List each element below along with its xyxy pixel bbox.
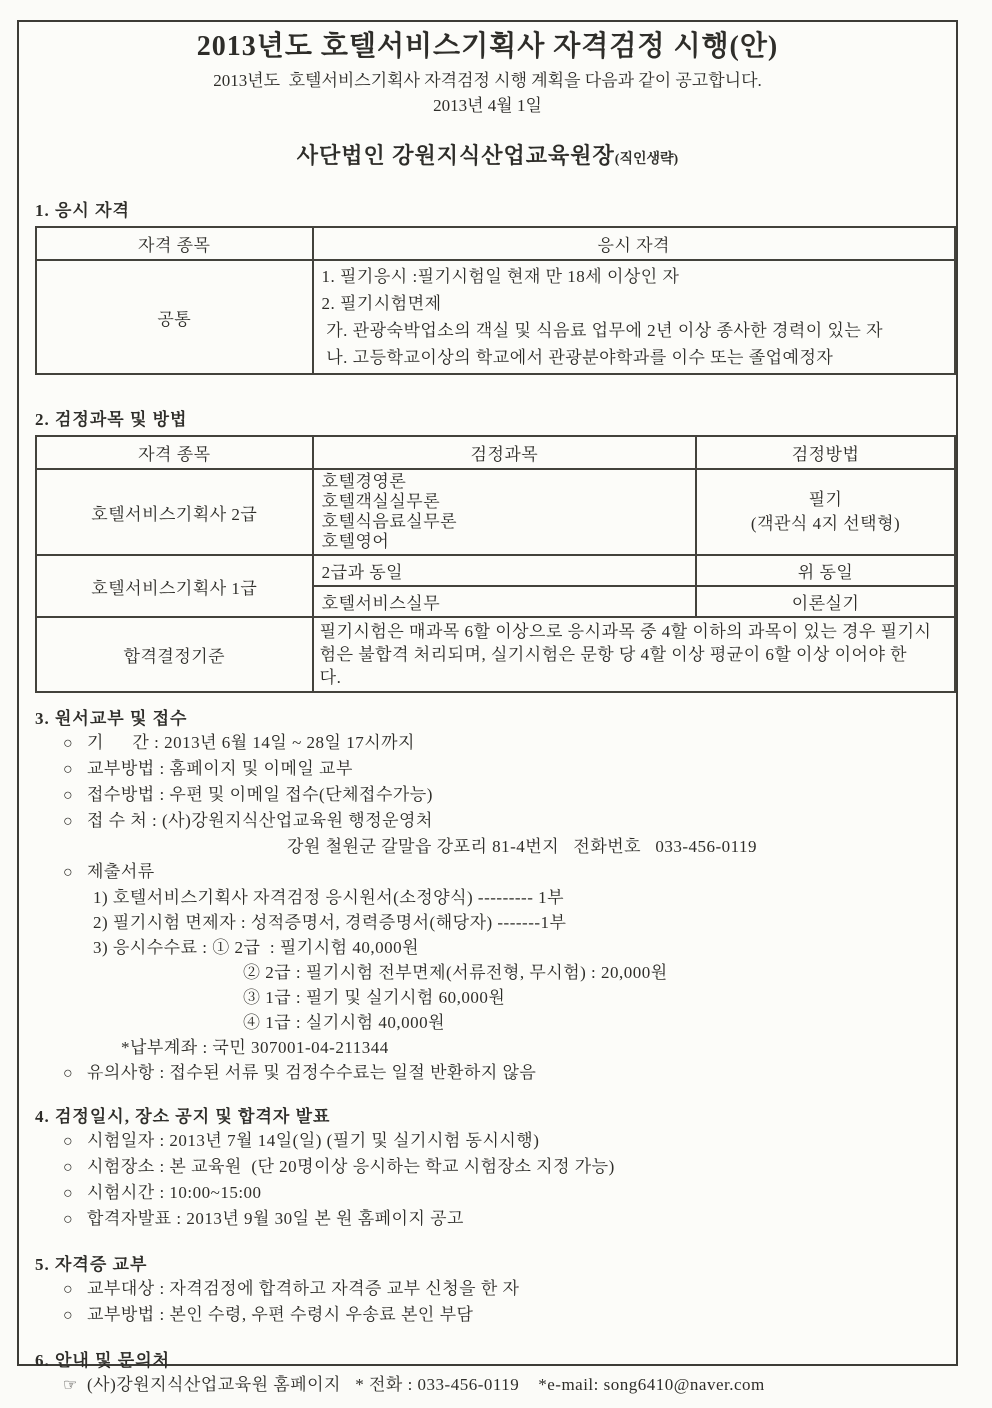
list-item [35, 756, 940, 782]
col-header-subjects: 검정과목 [313, 436, 696, 469]
list-item [35, 1276, 940, 1302]
list-item [35, 1128, 940, 1154]
circle-bullet-icon: ○ [63, 1281, 74, 1298]
cell-level1-method-a: 위 동일 [696, 555, 955, 586]
list-item-text: ② 2급 : 필기시험 전부면제(서류전형, 무시험) : 20,000원 [243, 963, 668, 982]
list-item-text: 3) 응시수수료 : ① 2급 : 필기시험 40,000원 [93, 938, 419, 957]
list-item-text: 강원 철원군 갈말읍 강포리 81-4번지 전화번호 033-456-0119 [287, 837, 758, 856]
circle-bullet-icon: ○ [63, 1185, 74, 1202]
criteria-line: 다. [319, 668, 342, 687]
table-row-criteria [36, 617, 955, 692]
criteria-line: 험은 불합격 처리되며, 실기시험은 문항 당 4할 이상 평균이 6할 이상 이어야 한 [319, 645, 908, 664]
section-2-heading: 2. 검정과목 및 방법 [35, 410, 188, 429]
circle-bullet-icon: ○ [63, 1065, 74, 1082]
issuer-note: (직인생략) [614, 152, 679, 167]
cell-criteria-label: 합격결정기준 [36, 617, 313, 692]
scanned-document-page [17, 20, 958, 1394]
cell-level1-subject-a: 2급과 동일 [313, 555, 696, 586]
criteria-line: 필기시험은 매과목 6할 이상으로 응시과목 중 4할 이하의 과목이 있는 경우 필기시 [319, 622, 932, 641]
table-row-level1a [36, 555, 955, 586]
list-item-text: 교부대상 : 자격검정에 합격하고 자격증 교부 신청을 한 자 [87, 1279, 520, 1298]
list-item [35, 985, 940, 1010]
list-item-text: 기 간 : 2013년 6월 14일 ~ 28일 17시까지 [87, 733, 415, 752]
list-item [35, 1372, 940, 1398]
list-item-text: 시험장소 : 본 교육원 (단 20명이상 응시하는 학교 시험장소 지정 가능) [87, 1157, 615, 1176]
cell-level1-method-b: 이론실기 [696, 586, 955, 617]
cell-level1-label: 호텔서비스기획사 1급 [36, 555, 313, 617]
list-item-text: 1) 호텔서비스기획사 자격검정 응시원서(소정양식) --------- 1부 [93, 888, 565, 907]
list-item-text: 유의사항 : 접수된 서류 및 검정수수료는 일절 반환하지 않음 [87, 1063, 537, 1082]
cell-criteria-text [313, 617, 955, 692]
list-item-continuation [35, 834, 940, 859]
list-item-text: 접수방법 : 우편 및 이메일 접수(단체접수가능) [87, 785, 433, 804]
list-item [35, 910, 940, 935]
eligibility-line: 나. 고등학교이상의 학교에서 관광분야학과를 이수 또는 졸업예정자 [321, 348, 834, 367]
list-item [35, 1060, 940, 1086]
section-4-heading: 4. 검정일시, 장소 공지 및 합격자 발표 [35, 1107, 331, 1126]
list-item [35, 1180, 940, 1206]
list-item [35, 935, 940, 960]
eligibility-line: 2. 필기시험면제 [321, 294, 442, 313]
list-item-text: 제출서류 [87, 862, 155, 881]
circle-bullet-icon: ○ [63, 1307, 74, 1324]
subject-line: 호텔객실실무론 [321, 492, 441, 511]
list-item [35, 1154, 940, 1180]
list-item [35, 859, 940, 885]
table-header-row [36, 227, 955, 260]
col-header-eligibility: 응시 자격 [313, 227, 956, 260]
table-row [36, 260, 955, 374]
col-header-qualification-type: 자격 종목 [36, 227, 313, 260]
subject-line: 호텔식음료실무론 [321, 512, 458, 531]
list-item-text: ④ 1급 : 실기시험 40,000원 [243, 1013, 446, 1032]
list-item [35, 885, 940, 910]
cell-level1-subject-b: 호텔서비스실무 [313, 586, 696, 617]
list-item [35, 782, 940, 808]
page-title: 2013년도 호텔서비스기획사 자격검정 시행(안) [196, 31, 779, 62]
list-item [35, 960, 940, 985]
eligibility-table [35, 226, 956, 375]
list-item-text: 시험시간 : 10:00~15:00 [87, 1183, 262, 1202]
contact-info-text: (사)강원지식산업교육원 홈페이지 * 전화 : 033-456-0119 *e-mail: song6410@naver.com [87, 1375, 765, 1394]
table-header-row [36, 436, 955, 469]
col-header-qualification-type: 자격 종목 [36, 436, 313, 469]
table-row-level2 [36, 469, 955, 555]
circle-bullet-icon: ○ [63, 1211, 74, 1228]
list-item [35, 1206, 940, 1232]
list-item [35, 1302, 940, 1328]
pointing-hand-icon: ☞ [63, 1377, 78, 1394]
cell-common-label: 공통 [36, 260, 313, 374]
circle-bullet-icon: ○ [63, 813, 74, 830]
list-item [35, 730, 940, 756]
circle-bullet-icon: ○ [63, 1133, 74, 1150]
circle-bullet-icon: ○ [63, 761, 74, 778]
section-5-heading: 5. 자격증 교부 [35, 1255, 148, 1274]
list-item-text: 접 수 처 : (사)강원지식산업교육원 행정운영처 [87, 811, 433, 830]
cell-eligibility-details [313, 260, 956, 374]
list-item [35, 808, 940, 834]
eligibility-line: 1. 필기응시 :필기시험일 현재 만 18세 이상인 자 [321, 267, 680, 286]
list-item-text: 합격자발표 : 2013년 9월 30일 본 원 홈페이지 공고 [87, 1209, 464, 1228]
circle-bullet-icon: ○ [63, 787, 74, 804]
method-line: 필기 [808, 490, 843, 509]
method-line: (객관식 4지 선택형) [750, 514, 901, 533]
doc-subtitle: 2013년도 호텔서비스기획사 자격검정 시행 계획을 다음과 같이 공고합니다. [213, 71, 762, 90]
subjects-methods-table [35, 435, 956, 693]
list-item-text: 교부방법 : 본인 수령, 우편 수령시 우송료 본인 부담 [87, 1305, 474, 1324]
circle-bullet-icon: ○ [63, 864, 74, 881]
section-1-heading: 1. 응시 자격 [35, 201, 130, 220]
list-item-text: *납부계좌 : 국민 307001-04-211344 [121, 1038, 389, 1057]
list-item-text: 시험일자 : 2013년 7월 14일(일) (필기 및 실기시험 동시시행) [87, 1131, 540, 1150]
cell-level2-method [696, 469, 955, 555]
subject-line: 호텔영어 [321, 532, 390, 551]
issuer-line [35, 140, 940, 176]
list-item-text: ③ 1급 : 필기 및 실기시험 60,000원 [243, 988, 506, 1007]
list-item [35, 1010, 940, 1035]
eligibility-line: 가. 관광숙박업소의 객실 및 식음료 업무에 2년 이상 종사한 경력이 있는 자 [321, 321, 883, 340]
subject-line: 호텔경영론 [321, 472, 407, 491]
issuer-name: 사단법인 강원지식산업교육원장 [296, 143, 615, 168]
list-item-text: 2) 필기시험 면제자 : 성적증명서, 경력증명서(해당자) -------1부 [93, 913, 567, 932]
section-6-heading: 6. 안내 및 문의처 [35, 1351, 171, 1370]
cell-level2-subjects [313, 469, 696, 555]
list-item [35, 1035, 940, 1060]
circle-bullet-icon: ○ [63, 735, 74, 752]
col-header-method: 검정방법 [696, 436, 955, 469]
list-item-text: 교부방법 : 홈페이지 및 이메일 교부 [87, 759, 353, 778]
cell-level2-label: 호텔서비스기획사 2급 [36, 469, 313, 555]
section-3-heading: 3. 원서교부 및 접수 [35, 709, 188, 728]
doc-date: 2013년 4월 1일 [433, 96, 542, 115]
circle-bullet-icon: ○ [63, 1159, 74, 1176]
